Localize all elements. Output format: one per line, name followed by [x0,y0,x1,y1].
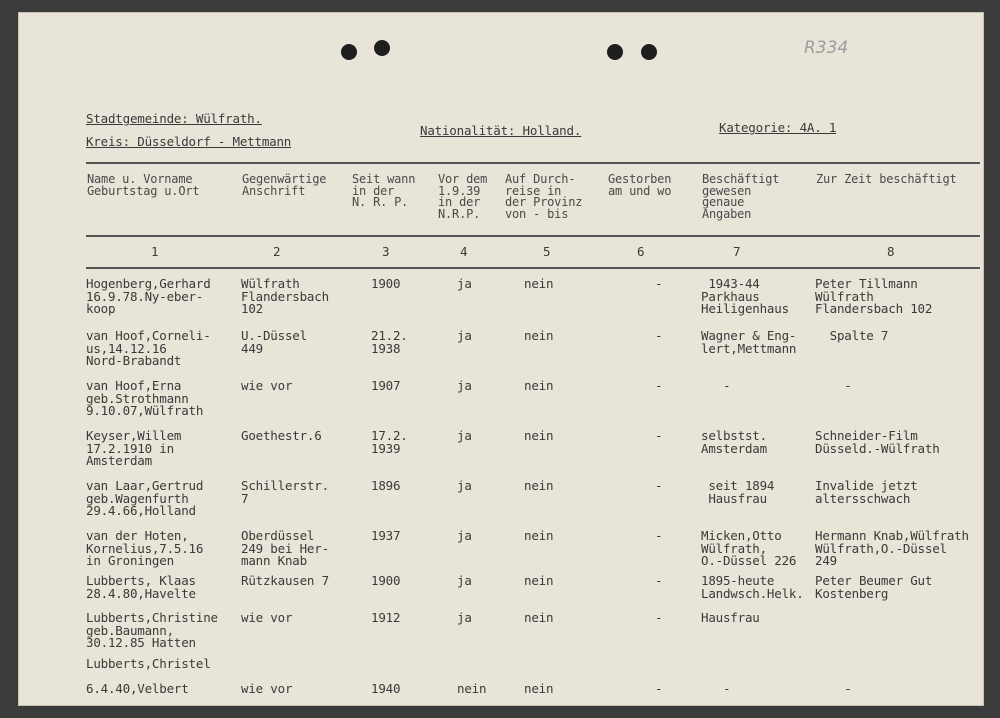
cell-transit: nein [524,610,554,625]
column-header-6: Gestorben am und wo [608,172,672,198]
column-number-8: 8 [887,244,895,259]
cell-died: - [655,573,663,588]
pencil-annotation: R334 [804,38,849,58]
header-bottom-rule [86,235,980,237]
number-row-rule [86,267,980,269]
nationalitaet-label: Nationalität: Holland. [420,123,582,138]
column-header-2: Gegenwärtige Anschrift [242,172,327,198]
cell-employed-now: - [844,681,852,696]
cell-employed-before: - [701,378,731,393]
cell-employed-before: Micken,Otto Wülfrath, O.-Düssel 226 [701,528,797,568]
cell-since: 1900 [371,276,401,291]
cell-employed-now: Spalte 7 [815,328,889,343]
cell-employed-now: - [815,378,852,393]
cell-address: wie vor [241,378,293,393]
cell-before-1939: ja [457,428,472,443]
cell-employed-now: Invalide jetzt altersschwach [815,478,918,506]
cell-died: - [655,378,663,393]
column-number-4: 4 [460,244,468,259]
stadtgemeinde-label: Stadtgemeinde: Wülfrath. [86,111,262,126]
cell-address: Schillerstr. 7 [241,478,329,506]
cell-employed-before: Hausfrau [701,610,760,625]
column-header-1: Name u. Vorname Geburtstag u.Ort [87,172,200,198]
column-header-4: Vor dem 1.9.39 in der N.R.P. [438,172,488,221]
cell-transit: nein [524,328,554,343]
cell-before-1939: ja [457,573,472,588]
column-number-5: 5 [543,244,551,259]
cell-address: Goethestr.6 [241,428,322,443]
cell-employed-before: selbstst. Amsterdam [701,428,767,456]
cell-before-1939: ja [457,528,472,543]
cell-employed-now: Peter Beumer Gut Kostenberg [815,573,933,601]
cell-before-1939: ja [457,276,472,291]
kategorie-label: Kategorie: 4A. 1 [719,120,837,135]
cell-before-1939: ja [457,378,472,393]
cell-transit: nein [524,528,554,543]
cell-name: Lubberts, Klaas 28.4.80,Havelte [86,573,196,601]
cell-since: 17.2. 1939 [371,428,408,456]
cell-transit: nein [524,681,554,696]
cell-before-1939: ja [457,478,472,493]
cell-transit: nein [524,378,554,393]
cell-employed-now: Peter Tillmann Wülfrath Flandersbach 102 [815,276,933,316]
cell-since: 1912 [371,610,401,625]
cell-transit: nein [524,478,554,493]
cell-address: Oberdüssel 249 bei Her- mann Knab [241,528,329,568]
cell-transit: nein [524,276,554,291]
document-sheet [18,12,984,706]
column-number-3: 3 [382,244,390,259]
column-number-1: 1 [151,244,159,259]
cell-employed-before: Wagner & Eng- lert,Mettmann [701,328,797,356]
cell-died: - [655,276,663,291]
cell-name: Lubberts,Christel 6.4.40,Velbert [86,656,211,696]
cell-employed-before: 1943-44 Parkhaus Heiligenhaus [701,276,789,316]
cell-died: - [655,478,663,493]
cell-employed-now: Schneider-Film Düsseld.-Wülfrath [815,428,940,456]
cell-since: 1896 [371,478,401,493]
cell-name: Keyser,Willem 17.2.1910 in Amsterdam [86,428,182,468]
cell-before-1939: nein [457,681,487,696]
table-top-rule [86,162,980,164]
cell-name: Hogenberg,Gerhard 16.9.78.Ny-eber- koop [86,276,211,316]
cell-employed-before: - [722,681,731,696]
punch-hole-4 [641,44,657,60]
cell-address: Wülfrath Flandersbach 102 [241,276,329,316]
cell-employed-before: 1895-heute Landwsch.Helk. [701,573,804,601]
cell-died: - [655,428,663,443]
kreis-label: Kreis: Düsseldorf - Mettmann [86,134,292,149]
column-header-3: Seit wann in der N. R. P. [352,172,416,209]
column-header-8: Zur Zeit beschäftigt [816,172,957,186]
cell-before-1939: ja [457,328,472,343]
cell-employed-before: seit 1894 Hausfrau [708,478,775,506]
cell-employed-now: Hermann Knab,Wülfrath Wülfrath,O.-Düssel 249 [815,528,969,568]
cell-since: 1900 [371,573,401,588]
cell-since: 1907 [371,378,401,393]
cell-address: wie vor [241,681,293,696]
punch-hole-1 [341,44,357,60]
cell-address: wie vor [241,610,293,625]
cell-since: 21.2. 1938 [371,328,408,356]
cell-name: van Hoof,Erna geb.Strothmann 9.10.07,Wülfrath [86,378,204,418]
column-number-2: 2 [273,244,281,259]
cell-name: Lubberts,Christine geb.Baumann, 30.12.85 Hatten [86,610,218,650]
cell-since: 1937 [371,528,401,543]
cell-name: van der Hoten, Kornelius,7.5.16 in Groningen [86,528,204,568]
cell-name: van Hoof,Corneli- us,14.12.16 Nord-Brabandt [86,328,211,368]
cell-since: 1940 [371,681,401,696]
column-header-5: Auf Durch- reise in der Provinz von - bis [505,172,583,221]
column-number-6: 6 [637,244,645,259]
cell-transit: nein [524,573,554,588]
cell-address: Rützkausen 7 [241,573,329,588]
column-header-7: Beschäftigt gewesen genaue Angaben [702,172,780,221]
cell-died: - [655,610,663,625]
cell-before-1939: ja [457,610,472,625]
punch-hole-2 [374,40,390,56]
cell-transit: nein [524,428,554,443]
column-number-7: 7 [733,244,741,259]
punch-hole-3 [607,44,623,60]
cell-name: van Laar,Gertrud geb.Wagenfurth 29.4.66,Holland [86,478,204,518]
cell-address: U.-Düssel 449 [241,328,307,356]
cell-died: - [655,528,663,543]
cell-died: - [655,328,663,343]
cell-died: - [655,681,663,696]
